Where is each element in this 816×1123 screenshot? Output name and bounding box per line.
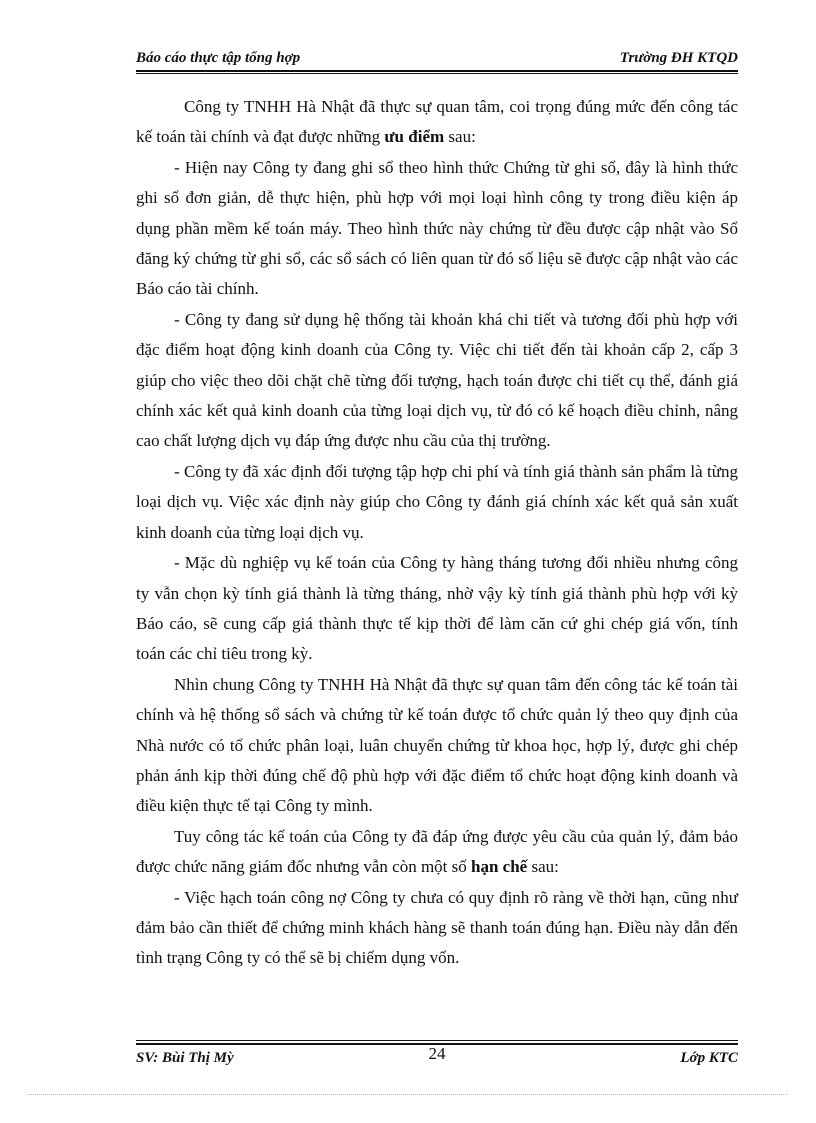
paragraph-cost-object: - Công ty đã xác định đối tượng tập hợp chi phí và tính giá thành sản phẩm là từng loại dịch vụ. Việc xác định này giúp cho Công ty đánh giá chính xác kết quả sản xuất kinh doanh của từng loại dịch vụ. bbox=[136, 461, 738, 542]
footer-class: Lớp KTC bbox=[680, 1050, 738, 1066]
bold-term-limitations: hạn chế bbox=[471, 857, 528, 877]
header-divider bbox=[136, 73, 738, 74]
page-number: 24 bbox=[428, 1044, 446, 1063]
paragraph-limitations-intro: Tuy công tác kế toán của Công ty đã đáp ứng được yêu cầu của quản lý, đảm bảo được chức năng giám đốc nhưng vẫn còn một số hạn chế sau: bbox=[136, 826, 738, 877]
paragraph-receivables: - Việc hạch toán công nợ Công ty chưa có quy định rõ ràng về thời hạn, cũng như đảm bảo cần thiết để chứng minh khách hàng sẽ thanh toán đúng hạn. Điều này dẫn đến tình trạng Công ty có thể sẽ bị chiếm dụng vốn. bbox=[136, 887, 738, 968]
page-footer bbox=[136, 1046, 738, 1070]
footer-student-name: SV: Bùi Thị Mỳ bbox=[136, 1050, 234, 1066]
paragraph-bookkeeping-form: - Hiện nay Công ty đang ghi sổ theo hình thức Chứng từ ghi sổ, đây là hình thức ghi sổ đơn giản, dễ thực hiện, phù hợp với mọi loại hình công ty trong điều kiện áp dụng phần mềm kế toán máy. Theo hình thức này chứng từ đều được cập nhật vào Sổ đăng ký chứng từ ghi sổ, các sổ sách có liên quan từ đó số liệu sẽ được cập nhật vào các Báo cáo tài chính. bbox=[136, 157, 738, 299]
footer-divider-thin bbox=[136, 1040, 738, 1041]
paragraph-account-system: - Công ty đang sử dụng hệ thống tài khoản khá chi tiết và tương đối phù hợp với đặc điểm hoạt động kinh doanh của Công ty. Việc chi tiết đến tài khoản cấp 2, cấp 3 giúp cho việc theo dõi chặt chẽ từng đối tượng, hạch toán được chi tiết cụ thể, đánh giá chính xác kết quả kinh doanh của từng loại dịch vụ, từ đó có kế hoạch điều chỉnh, nâng cao chất lượng dịch vụ đáp ứng được nhu cầu của thị trường. bbox=[136, 309, 738, 451]
paragraph-advantages-intro: Công ty TNHH Hà Nhật đã thực sự quan tâm, coi trọng đúng mức đến công tác kế toán tài chính và đạt được những ưu điểm sau: bbox=[136, 97, 738, 147]
page-edge-divider bbox=[28, 1094, 788, 1095]
bold-term-advantages: ưu điểm bbox=[384, 127, 445, 147]
paragraph-overall: Nhìn chung Công ty TNHH Hà Nhật đã thực sự quan tâm đến công tác kế toán tài chính và hệ thống sổ sách và chứng từ kế toán được tổ chức quản lý theo quy định của Nhà nước có tổ chức phân loại, luân chuyển chứng từ khoa học, hợp lý, được ghi chép phản ánh kịp thời đúng chế độ phù hợp với đặc điểm tổ chức hoạt động kinh doanh và điều kiện thực tế tại Công ty mình. bbox=[136, 674, 738, 816]
header-university: Trường ĐH KTQD bbox=[619, 50, 738, 66]
document-body bbox=[136, 92, 738, 974]
paragraph-costing-period: - Mặc dù nghiệp vụ kế toán của Công ty hàng tháng tương đối nhiều nhưng công ty vẫn chọn kỳ tính giá thành là từng tháng, nhờ vậy kỳ tính giá thành phù hợp với kỳ Báo cáo, sẽ cung cấp giá thành thực tế kịp thời để làm căn cứ ghi chép giá vốn, tính toán các chỉ tiêu trong kỳ. bbox=[136, 553, 738, 664]
header-report-title: Báo cáo thực tập tổng hợp bbox=[136, 50, 301, 66]
page-header bbox=[136, 48, 738, 72]
